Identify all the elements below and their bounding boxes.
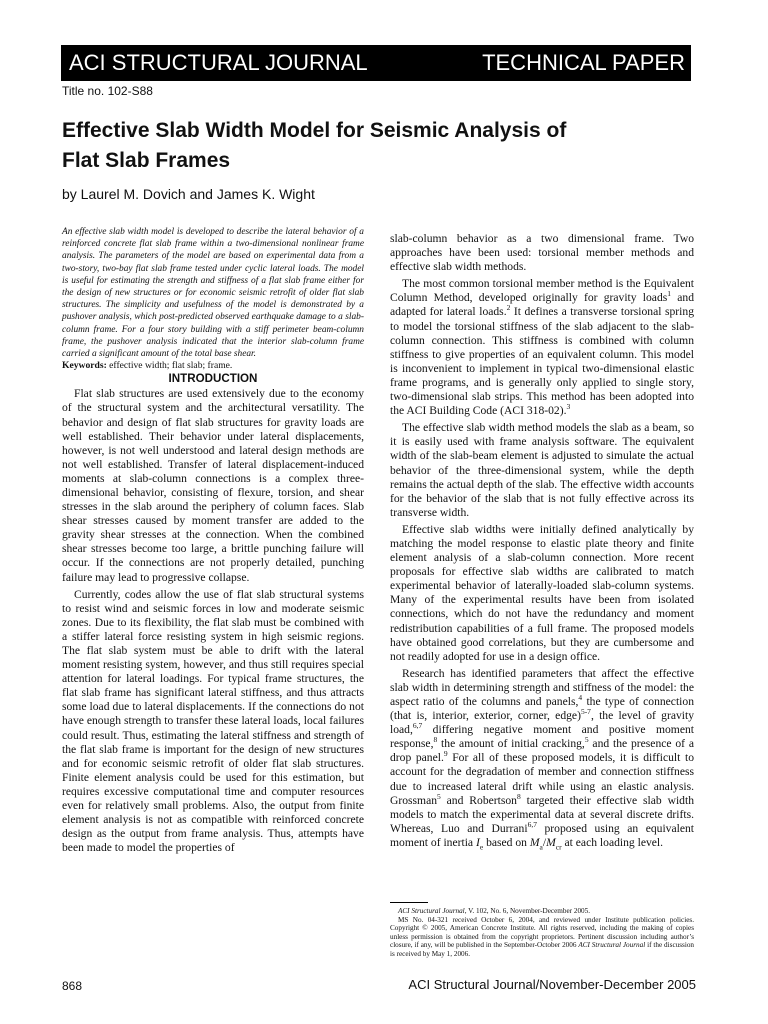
reference-marker: 6,7 (527, 819, 537, 829)
reference-marker: 9 (443, 749, 448, 759)
reference-marker: 8 (433, 735, 438, 745)
reference-marker: 5-7 (580, 707, 591, 717)
paper-title (62, 116, 702, 176)
math-subscript: a (539, 842, 543, 852)
paragraph (390, 667, 694, 850)
reference-marker: 4 (578, 693, 583, 703)
section-heading-introduction: INTRODUCTION (168, 372, 258, 386)
journal-issue-footer: ACI Structural Journal/November-December 2005 (408, 977, 696, 992)
text-run: and adapted for lateral loads. (390, 291, 695, 319)
paragraph: slab-column behavior as a two dimensional frame. Two approaches have been used: torsional member methods and effective slab width methods. (390, 232, 694, 274)
paper-type: TECHNICAL PAPER (482, 50, 685, 75)
footnote-text: if the discussion is received by May 1, 2006. (390, 941, 695, 958)
math-variable: I (475, 835, 480, 849)
footnote (390, 907, 694, 959)
reference-marker: 6,7 (412, 721, 423, 731)
text-run: based on (483, 835, 530, 849)
reference-marker: 2 (506, 303, 511, 313)
text-run: It defines a transverse torsional spring to model the torsional stiffness of the slab adjacent to the slab-column connection. This stiffness is combined with column stiffness to give properties of an equivalent column. This model is inconvenient to implement in typical two-dimensional elastic frame programs, and is generally only applied to single story, two-dimensional slab strips. This method has been adopted into the ACI Building Code (ACI 318-02). (390, 305, 694, 418)
text-run: and the presence of a drop panel. (390, 737, 695, 765)
text-run: the amount of initial cracking, (437, 737, 585, 751)
text-run: proposed using an equivalent moment of inertia (390, 821, 694, 849)
author-line: by Laurel M. Dovich and James K. Wight (62, 186, 315, 202)
reference-marker: 5 (584, 735, 589, 745)
footnote-rule (390, 902, 428, 903)
footnote-text: MS No. 04-321 received October 6, 2004, and reviewed under Institute publication policies. Copyright © 2005, American Concrete Institute. All rights reserved, including the making of copies unless permission is obtained from the copyright proprietors. Pertinent discussion including author’s closure, if any, will be published in the September-October 2006 (390, 915, 694, 950)
math-operator: / (542, 835, 547, 849)
keywords-label: Keywords: (62, 360, 107, 372)
paragraph: Currently, codes allow the use of flat slab structural systems to resist wind and seismic forces in low and moderate seismic zones. Due to its flexibility, the flat slab must be combined with a stiffer lateral force resisting system in high seismic regions. The flat slab system must be able to drift with the lateral moment resisting system, however, and thus still requires special attention for lateral loadings. For typical frame structures, the flat slab frame has significant lateral stiffness, and thus attracts some load due to lateral displacements. If the connections do not have enough strength to transfer these lateral loads, local failures could result. Thus, estimating the lateral stiffness and strength of the flat slab frame is important for the design of new structures and for economic seismic retrofit of older flat slab structures. Finite element analysis could be used for this estimation, but requires excessive computational time and computer resources even for relatively small problems. Also, the output from finite element analysis is not as compatible with reinforced concrete design as the output from frame analysis. Thus, attempts have been made to model the properties of (62, 587, 364, 855)
text-run: The most common torsional member method is the Equivalent Column Method, developed originally for gravity loads (390, 277, 694, 305)
paper-title-line-1: Effective Slab Width Model for Seismic Analysis of (62, 119, 567, 142)
reference-marker: 8 (516, 791, 521, 801)
reference-marker: 3 (566, 402, 571, 412)
paragraph: Flat slab structures are used extensively due to the economy of the structural system and the architectural versatility. The behavior and design of flat slab structures for gravity loads are well established. Their behavior under lateral displacements, however, is not well understood and lateral design methods are not well established. Transfer of lateral displacement-induced moments at slab-column connections is a complex three-dimensional behavior, consisting of flexure, torsion, and shear stresses in the slab around the periphery of column faces. Slab shear stresses caused by moment transfer are added to the gravity shear stresses at the connection. When the combined shear stresses become too large, a brittle punching failure will occur. If the connections are not properly detailed, punching failure may lead to progressive collapse. (62, 387, 364, 584)
math-subscript: cr (555, 842, 562, 852)
paper-title-line-2: Flat Slab Frames (62, 149, 231, 172)
abstract: An effective slab width model is developed to describe the lateral behavior of a reinforced concrete flat slab frame within a two-dimensional nonlinear frame analysis. The parameters of the model are based on experimental data from a two-story, two-bay flat slab frame tested under cyclic lateral loads. The model is useful for estimating the strength and stiffness of a flat slab frame either for the design of new structures or for economic seismic retrofit of older flat slab structures. The simplicity and usefulness of the model is demonstrated by a pushover analysis, which post-predicted observed earthquake damage to a slab-column frame. For a four story building with a stiff perimeter beam-column frame, the pushover analysis indicated that the interior slab-column frame carried a significant amount of the total base shear. (62, 227, 364, 360)
keywords (62, 360, 364, 372)
left-column (62, 226, 364, 855)
text-run: , the level of gravity load, (390, 709, 695, 737)
footnote-journal: ACI Structural Journal (398, 907, 465, 915)
text-run: differing negative moment and positive moment response, (390, 723, 694, 751)
text-run: Research has identified parameters that affect the effective slab width in determining strength and stiffness of the model: the aspect ratio of the columns and panels, (390, 666, 694, 708)
page-number: 868 (62, 979, 83, 993)
math-variable: M (529, 835, 540, 849)
right-column (390, 232, 694, 850)
title-number: Title no. 102-S88 (62, 84, 153, 98)
journal-banner (61, 45, 691, 81)
footnote-line (390, 916, 694, 959)
footnote-line (390, 907, 694, 916)
text-run: at each loading level. (561, 835, 664, 849)
footnote-text: , V. 102, No. 6, November-December 2005. (464, 907, 591, 915)
reference-marker: 1 (667, 289, 672, 299)
paragraph: Effective slab widths were initially defined analytically by matching the model response to elastic plate theory and finite element analysis of a slab-column connection. More recent proposals for effective slab widths are calibrated to match experimental behavior of laterally-loaded slab-column systems. Many of the experimental results have been from isolated connections, which do not have the redundancy and moment redistribution capabilities of a full frame. The proposed models have obtained good correlations, but they are cumbersome and not readily adopted for use in a design office. (390, 522, 694, 663)
text-run: For all of these proposed models, it is difficult to account for the degradation of member and connection stiffness due to increased lateral drift while using an elastic analysis. Grossman (390, 751, 694, 807)
paragraph: The effective slab width method models the slab as a beam, so it is easily used with frame analysis software. The equivalent width of the slab-beam element is adjusted to simulate the actual behavior of the three-dimensional system, while the depth remains the actual depth of the slab. The effective width accounts for the behavior of the slab that is not fully effective across its transverse width. (390, 421, 694, 519)
footnote-journal: ACI Structural Journal (578, 941, 646, 950)
text-run: and Robertson (440, 793, 517, 807)
journal-name: ACI STRUCTURAL JOURNAL (69, 50, 368, 75)
reference-marker: 5 (437, 791, 441, 801)
text-run: the type of connection (that is, interior, exterior, corner, edge) (390, 695, 694, 723)
keywords-text: effective width; flat slab; frame. (106, 360, 233, 372)
paragraph (390, 277, 694, 418)
text-run: targeted their effective slab width models to match the experimental data at several discrete drifts. Whereas, Luo and Durrani (390, 793, 694, 835)
math-variable: M (546, 835, 556, 849)
math-subscript: e (479, 842, 484, 852)
